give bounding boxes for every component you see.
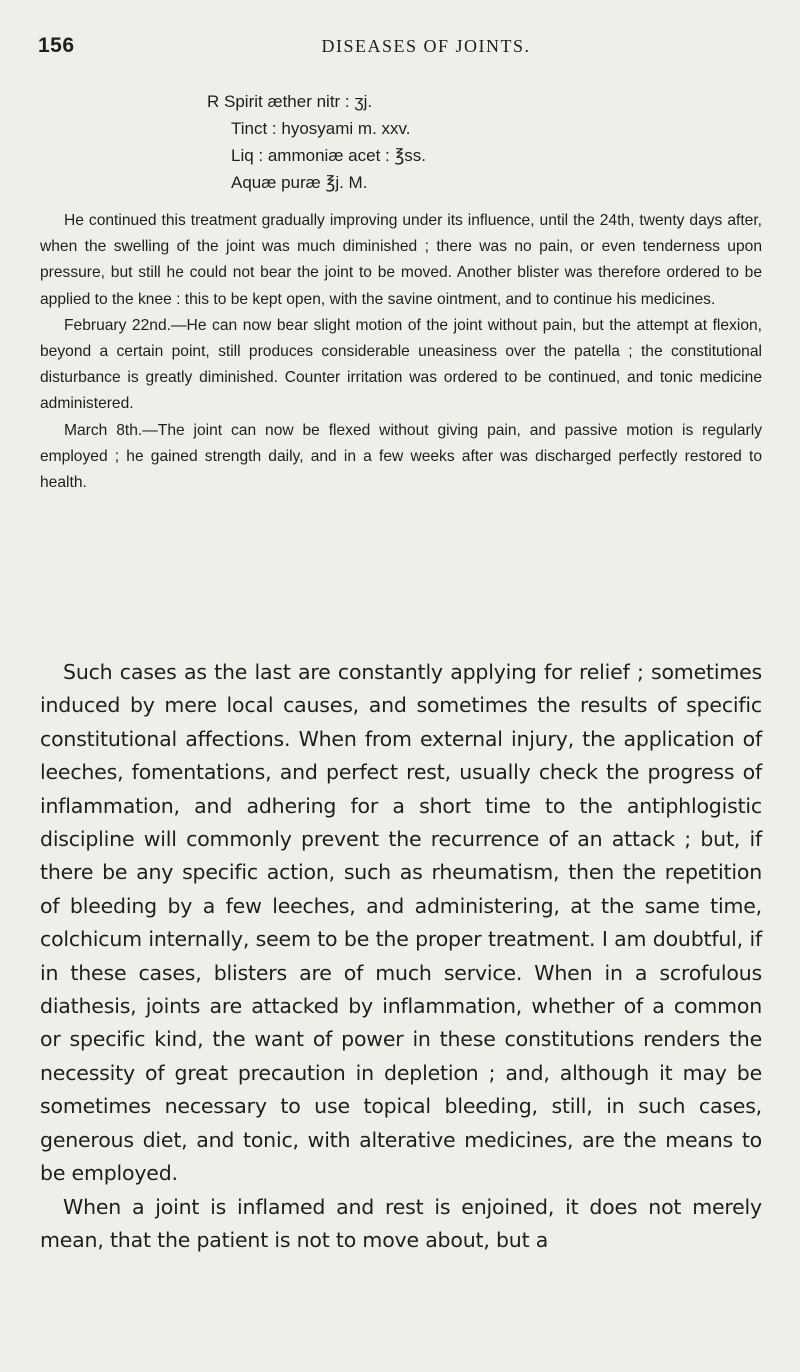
prescription-line: Tinct : hyosyami m. xxv. (231, 119, 411, 138)
case-paragraph: March 8th.—The joint can now be flexed without giving pain, and passive motion is regularly employed ; he gained strength daily, and in a few weeks after was discharged perfectly restored to health. (40, 421, 762, 492)
commentary-paragraph: When a joint is inflamed and rest is enjoined, it does not merely mean, that the patient is not to move about, but a (40, 1194, 762, 1252)
page-number: 156 (38, 34, 75, 57)
case-paragraph: February 22nd.—He can now bear slight motion of the joint without pain, but the attempt at flexion, beyond a certain point, still produces considerable uneasiness over the patella ; the constitutional disturbance is greatly diminished. Counter irritation was ordered to be continued, and tonic medicine administered. (40, 316, 762, 413)
running-head: DISEASES OF JOINTS. (321, 36, 531, 56)
case-notes (40, 208, 762, 496)
page-header (38, 34, 762, 68)
prescription-line: Aquæ puræ ℥j. M. (231, 173, 368, 192)
case-paragraph: He continued this treatment gradually improving under its influence, until the 24th, twenty days after, when the swelling of the joint was much diminished ; there was no pain, or even tenderness upon pressure, but still he could not bear the joint to be moved. Another blister was therefore ordered to be applied to the knee : this to be kept open, with the savine ointment, and to continue his medicines. (40, 212, 762, 308)
prescription-block (207, 88, 426, 196)
prescription-line: R Spirit æther nitr : ʒj. (207, 92, 373, 111)
commentary-paragraph: Such cases as the last are constantly applying for relief ; sometimes induced by mere local causes, and sometimes the results of specific constitutional affections. When from external injury, the application of leeches, fomentations, and perfect rest, usually check the progress of inflammation, and adhering for a short time to the antiphlogistic discipline will commonly prevent the recurrence of an attack ; but, if there be any specific action, such as rheumatism, then the repetition of bleeding by a few leeches, and administering, at the same time, colchicum internally, seem to be the proper treatment. I am doubtful, if in these cases, blisters are of much service. When in a scrofulous diathesis, joints are attacked by inflammation, whether of a common or specific kind, the want of power in these constitutions renders the necessity of great precaution in depletion ; and, although it may be sometimes necessary to use topical bleeding, still, in such cases, generous diet, and tonic, with alterative medicines, are the means to be employed. (40, 660, 762, 1186)
commentary (40, 656, 762, 1257)
prescription-line: Liq : ammoniæ acet : ℥ss. (231, 146, 427, 165)
